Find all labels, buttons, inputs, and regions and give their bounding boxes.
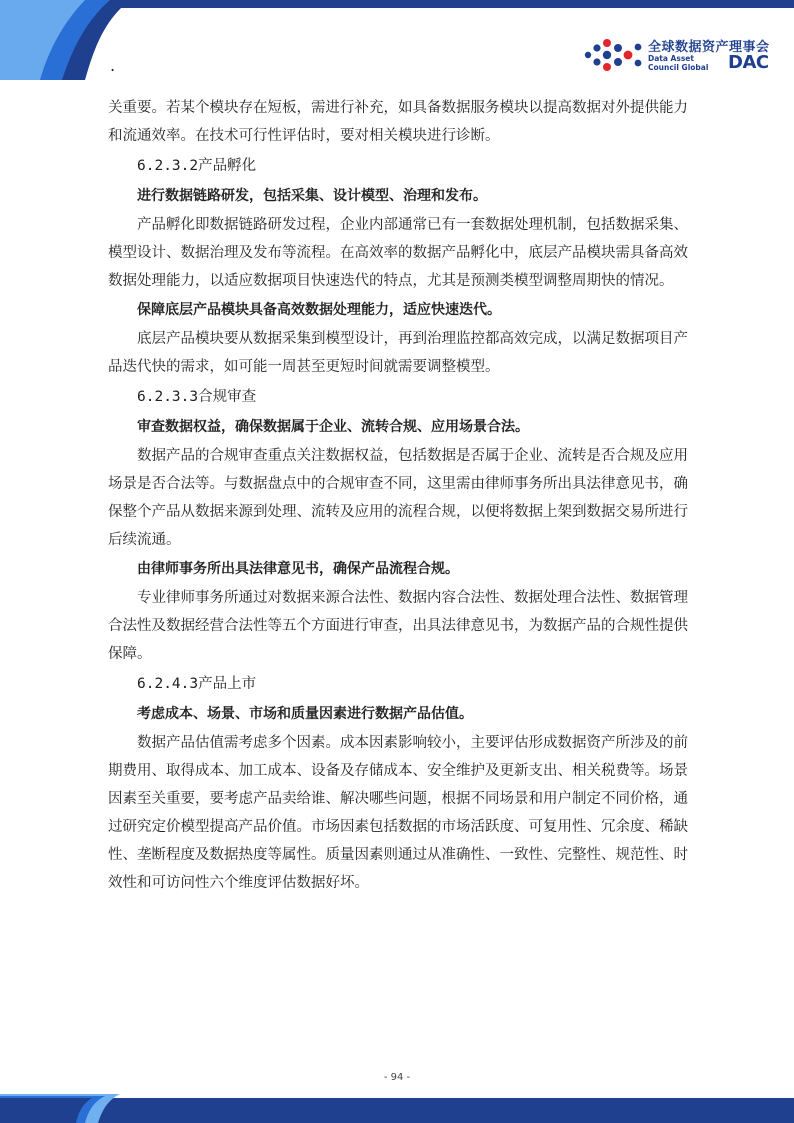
bold-summary: 进行数据链路研发，包括采集、设计模型、治理和发布。 xyxy=(137,188,487,204)
section-number: 6.2.4.3 xyxy=(137,676,199,692)
logo-english-line1: Data Asset xyxy=(648,54,694,63)
bold-summary: 审查数据权益，确保数据属于企业、流转合规、应用场景合法。 xyxy=(137,419,529,435)
section-number: 6.2.3.3 xyxy=(137,389,199,405)
section-heading xyxy=(108,152,688,181)
header-dot: . xyxy=(110,56,116,75)
footer-swoosh-decoration xyxy=(0,1084,794,1123)
paragraph: 产品孵化即数据链路研发过程，企业内部通常已有一套数据处理机制，包括数据采集、模型设计、数据治理及发布等流程。在高效率的数据产品孵化中，底层产品模块需具备高效数据处理能力，以适应数据项目快速迭代的特点，尤其是预测类模型调整周期快的情况。 xyxy=(108,217,688,289)
section-title: 产品上市 xyxy=(198,676,257,692)
page-content xyxy=(108,94,688,897)
bold-summary: 保障底层产品模块具备高效数据处理能力，适应快速迭代。 xyxy=(137,302,501,318)
paragraph: 底层产品模块要从数据采集到模型设计，再到治理监控都高效完成，以满足数据项目产品迭代快的需求，如可能一周甚至更短时间就需要调整模型。 xyxy=(108,331,688,375)
bold-summary: 由律师事务所出具法律意见书，确保产品流程合规。 xyxy=(137,561,459,577)
page-number: - 94 - xyxy=(383,1072,411,1083)
section-heading xyxy=(108,670,688,699)
logo-chinese-name: 全球数据资产理事会 xyxy=(648,40,770,55)
logo-dots-icon xyxy=(582,38,646,72)
paragraph: 专业律师事务所通过对数据来源合法性、数据内容合法性、数据处理合法性、数据管理合法性及数据经营合法性等五个方面进行审查，出具法律意见书，为数据产品的合规性提供保障。 xyxy=(108,590,688,662)
bold-summary: 考虑成本、场景、市场和质量因素进行数据产品估值。 xyxy=(137,706,473,722)
section-heading xyxy=(108,383,688,412)
logo-abbreviation: DAC xyxy=(728,52,769,73)
paragraph: 数据产品估值需考虑多个因素。成本因素影响较小，主要评估形成数据资产所涉及的前期费用、取得成本、加工成本、设备及存储成本、安全维护及更新支出、相关税费等。场景因素至关重要，要考虑产品卖给谁、解决哪些问题，根据不同场景和用户制定不同价格，通过研究定价模型提高产品价值。市场因素包括数据的市场活跃度、可复用性、冗余度、稀缺性、垄断程度及数据热度等属性。质量因素则通过从准确性、一致性、完整性、规范性、时效性和可访问性六个维度评估数据好坏。 xyxy=(108,735,688,891)
logo-english-line2: Council Global xyxy=(648,63,709,72)
header-swoosh-decoration xyxy=(0,0,140,80)
paragraph: 数据产品的合规审查重点关注数据权益，包括数据是否属于企业、流转是否合规及应用场景是否合法等。与数据盘点中的合规审查不同，这里需由律师事务所出具法律意见书，确保整个产品从数据来源到处理、流转及应用的流程合规，以便将数据上架到数据交易所进行后续流通。 xyxy=(108,448,688,548)
dac-logo xyxy=(582,36,778,76)
section-title: 产品孵化 xyxy=(198,158,257,174)
paragraph: 关重要。若某个模块存在短板，需进行补充，如具备数据服务模块以提高数据对外提供能力和流通效率。在技术可行性评估时，要对相关模块进行诊断。 xyxy=(108,100,688,144)
section-title: 合规审查 xyxy=(198,389,257,405)
section-number: 6.2.3.2 xyxy=(137,158,199,174)
